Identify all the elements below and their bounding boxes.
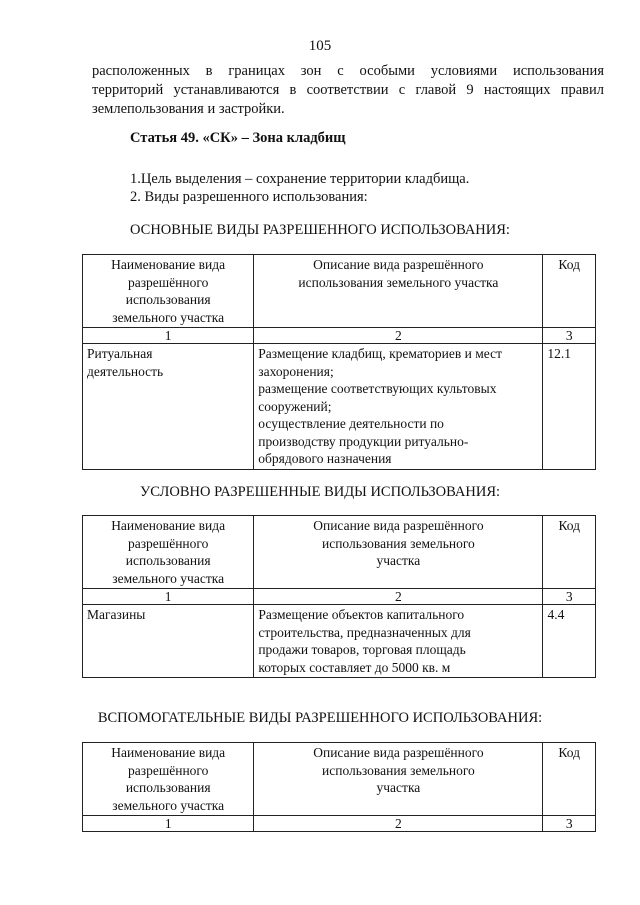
header-name-cell: Наименование вида разрешённого использования земельного участка: [83, 255, 254, 328]
table-header-row: [83, 255, 596, 328]
header-code-cell: Код: [543, 516, 596, 589]
use-name-cell: Ритуальная деятельность: [83, 344, 254, 470]
intro-paragraph: [92, 62, 604, 119]
article-heading: Статья 49. «СК» – Зона кладбищ: [130, 130, 346, 146]
main-uses-table: [82, 254, 596, 470]
header-code-cell: Код: [543, 255, 596, 328]
purpose-text: 1.Цель выделения – сохранение территории кладбища.: [130, 171, 470, 187]
section-title-auxiliary: ВСПОМОГАТЕЛЬНЫЕ ВИДЫ РАЗРЕШЕННОГО ИСПОЛЬЗОВАНИЯ:: [97, 710, 543, 726]
use-description-cell: Размещение кладбищ, крематориев и мест захоронения; размещение соответствующих культовых сооружений; осуществление деятельности по производству продукции ритуально- обрядового назначения: [254, 344, 543, 470]
use-code-cell: 12.1: [543, 344, 596, 470]
header-description-cell: Описание вида разрешённого использования земельного участка: [254, 255, 543, 328]
header-description-cell: Описание вида разрешённого использования земельного участка: [254, 516, 543, 589]
header-description-cell: Описание вида разрешённого использования земельного участка: [254, 743, 543, 816]
header-code-cell: Код: [543, 743, 596, 816]
use-code-cell: 4.4: [543, 605, 596, 678]
section-title-conditional: УСЛОВНО РАЗРЕШЕННЫЕ ВИДЫ ИСПОЛЬЗОВАНИЯ:: [139, 484, 501, 500]
intro-line: территорий устанавливаются в соответствии с главой 9 настоящих правил: [92, 82, 604, 98]
intro-line: землепользования и застройки.: [92, 101, 285, 117]
auxiliary-uses-table: [82, 742, 596, 832]
permitted-uses-text: 2. Виды разрешенного использования:: [130, 189, 368, 205]
table-row: [83, 605, 596, 678]
table-header-row: [83, 743, 596, 816]
use-description-cell: Размещение объектов капитального строительства, предназначенных для продажи товаров, торговая площадь которых составляет до 5000 кв. м: [254, 605, 543, 678]
intro-line: расположенных в границах зон с особыми условиями использования: [92, 63, 604, 79]
header-name-cell: Наименование вида разрешённого использования земельного участка: [83, 516, 254, 589]
use-name-cell: Магазины: [83, 605, 254, 678]
conditional-uses-table: [82, 515, 596, 678]
table-header-row: [83, 516, 596, 589]
column-number-row: 1 2 3: [83, 816, 596, 832]
section-title-main: ОСНОВНЫЕ ВИДЫ РАЗРЕШЕННОГО ИСПОЛЬЗОВАНИЯ:: [130, 222, 510, 238]
page-number: 105: [308, 38, 332, 54]
column-number-row: 1 2 3: [83, 589, 596, 605]
article-body: [130, 170, 469, 206]
header-name-cell: Наименование вида разрешённого использования земельного участка: [83, 743, 254, 816]
column-number-row: 1 2 3: [83, 328, 596, 344]
table-row: [83, 344, 596, 470]
